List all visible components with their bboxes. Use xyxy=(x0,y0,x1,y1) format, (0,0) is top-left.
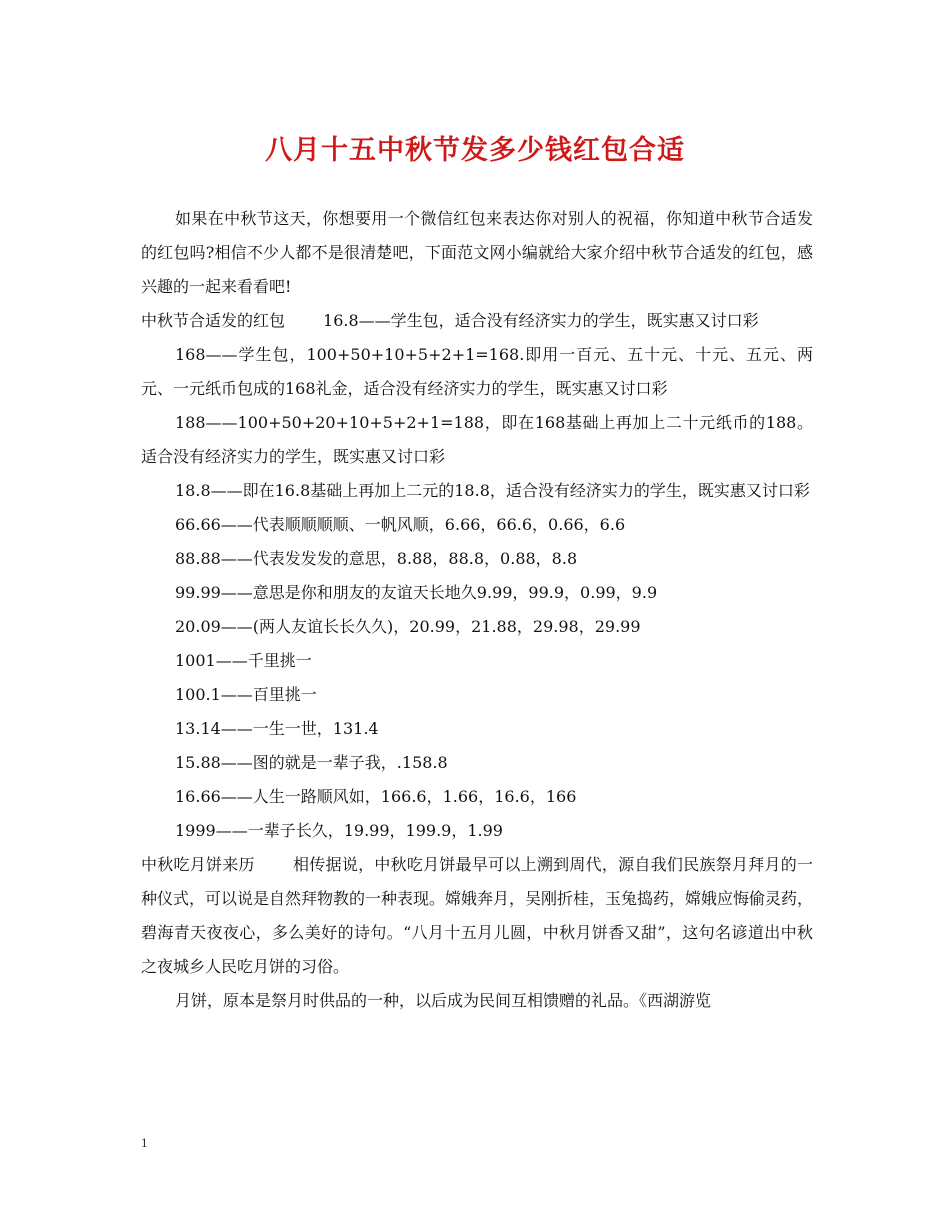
paragraph-168: 168——学生包，100+50+10+5+2+1=168.即用一百元、五十元、十元、五元、两元、一元纸币包成的168礼金，适合没有经济实力的学生，既实惠又讨口彩 xyxy=(141,345,813,398)
document-body xyxy=(141,202,813,1018)
list-item: 88.88——代表发发发的意思，8.88，88.8，0.88，8.8 xyxy=(175,549,578,568)
intro-paragraph: 如果在中秋节这天，你想要用一个微信红包来表达你对别人的祝福，你知道中秋节合适发的红包吗?相信不少人都不是很清楚吧，下面范文网小编就给大家介绍中秋节合适发的红包，感兴趣的一起来看看吧! xyxy=(141,209,813,296)
list-item: 16.66——人生一路顺风如，166.6，1.66，16.6，166 xyxy=(175,787,577,806)
section-heading-red-envelope: 中秋节合适发的红包 xyxy=(141,311,286,330)
section-mooncake-origin xyxy=(141,848,813,984)
page-title: 八月十五中秋节发多少钱红包合适 xyxy=(265,135,685,166)
section-red-envelope xyxy=(141,304,813,338)
paragraph-16-8: 16.8——学生包，适合没有经济实力的学生，既实惠又讨口彩 xyxy=(323,311,759,330)
paragraph-188: 188——100+50+20+10+5+2+1=188，即在168基础上再加上二十元纸币的188。适合没有经济实力的学生，既实惠又讨口彩 xyxy=(141,413,813,466)
list-item: 66.66——代表顺顺顺顺、一帆风顺，6.66，66.6，0.66，6.6 xyxy=(175,515,626,534)
section-heading-mooncake: 中秋吃月饼来历 xyxy=(141,855,255,874)
paragraph-mooncake-gift: 月饼，原本是祭月时供品的一种，以后成为民间互相馈赠的礼品。《西湖游览 xyxy=(175,991,712,1010)
list-item: 13.14——一生一世，131.4 xyxy=(175,719,379,738)
list-item: 100.1——百里挑一 xyxy=(175,685,317,704)
paragraph-18-8: 18.8——即在16.8基础上再加上二元的18.8，适合没有经济实力的学生，既实惠又讨口彩 xyxy=(175,481,810,500)
paragraph-mooncake-legend: 相传据说，中秋吃月饼最早可以上溯到周代，源自我们民族祭月拜月的一种仪式，可以说是自然拜物教的一种表现。嫦娥奔月，吴刚折桂，玉兔捣药，嫦娥应悔偷灵药，碧海青天夜夜心，多么美好的诗句。“八月十五月儿圆，中秋月饼香又甜”，这句名谚道出中秋之夜城乡人民吃月饼的习俗。 xyxy=(141,855,814,976)
list-item: 15.88——图的就是一辈子我，.158.8 xyxy=(175,753,448,772)
list-item: 1001——千里挑一 xyxy=(175,651,312,670)
list-item: 99.99——意思是你和朋友的友谊天长地久9.99，99.9，0.99，9.9 xyxy=(175,583,658,602)
page-number: 1 xyxy=(141,1135,148,1150)
list-item: 1999——一辈子长久，19.99，199.9，1.99 xyxy=(175,821,503,840)
list-item: 20.09——(两人友谊长长久久)，20.99，21.88，29.98，29.99 xyxy=(175,617,641,636)
